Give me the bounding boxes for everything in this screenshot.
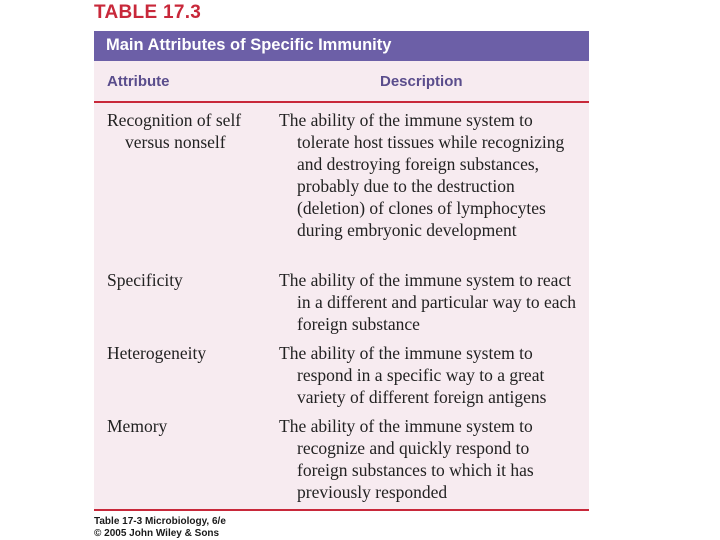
row-attribute: Heterogeneity: [107, 343, 207, 363]
row-attribute: Memory: [107, 416, 168, 436]
table-body: [94, 61, 589, 511]
caption-copyright: © 2005 John Wiley & Sons: [94, 528, 220, 539]
table-title-bar: [94, 31, 589, 61]
row-attribute: Recognition of self versus nonself: [107, 110, 242, 152]
table-title: Main Attributes of Specific Immunity: [106, 36, 392, 54]
table-number: TABLE 17.3: [94, 2, 202, 23]
table-bottom-rule: [94, 509, 589, 511]
column-header-attribute: Attribute: [107, 73, 170, 90]
row-description: The ability of the immune system to tolerate host tissues while recognizing and destroying foreign substances, probably due to the destruction (deletion) of clones of lymphocytes during embryonic development: [279, 110, 565, 240]
row-description: The ability of the immune system to respond in a specific way to a great variety of different foreign antigens: [279, 343, 547, 407]
caption-source: Table 17-3 Microbiology, 6/e: [94, 516, 226, 527]
row-attribute: Specificity: [107, 270, 183, 290]
column-header-description: Description: [380, 73, 463, 90]
header-divider: [94, 101, 589, 103]
figure-caption: [94, 516, 226, 540]
row-description: The ability of the immune system to recognize and quickly respond to foreign substances to which it has previously responded: [279, 416, 534, 502]
row-description: The ability of the immune system to react in a different and particular way to each foreign substance: [279, 270, 577, 334]
table-header-row: [94, 61, 589, 101]
